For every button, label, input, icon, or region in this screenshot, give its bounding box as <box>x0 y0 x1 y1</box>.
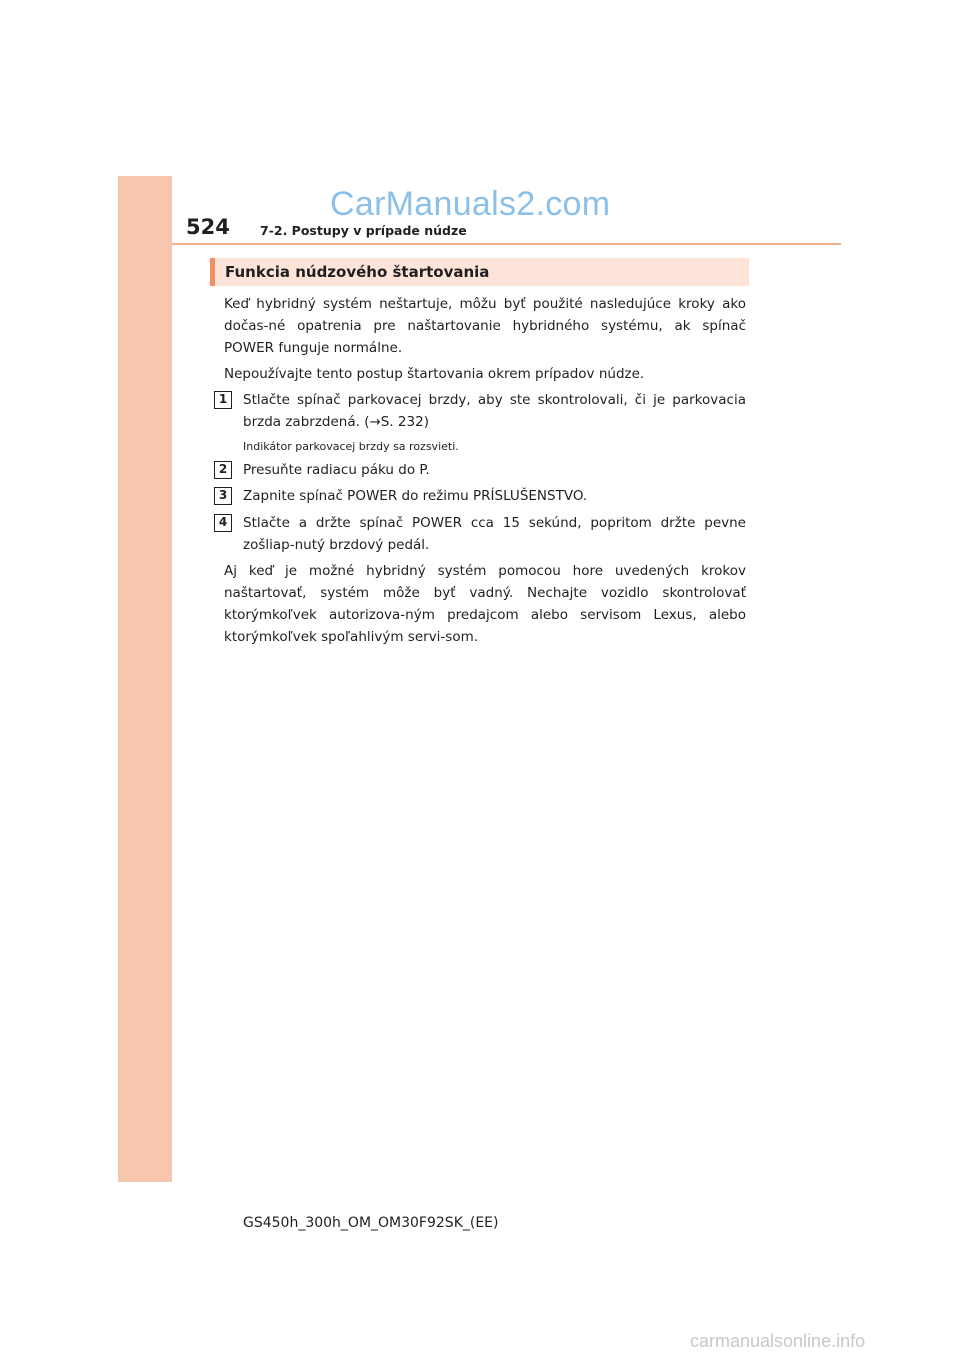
document-code-footer: GS450h_300h_OM_OM30F92SK_(EE) <box>243 1215 499 1231</box>
step-text-2: Presuňte radiacu páku do P. <box>243 462 430 478</box>
site-watermark: carmanualsonline.info <box>690 1331 866 1351</box>
step-number-4: 4 <box>214 514 232 532</box>
heading-bar <box>210 258 749 286</box>
step-number-1: 1 <box>214 391 232 409</box>
step-number-3: 3 <box>214 487 232 505</box>
header-rule <box>172 243 841 245</box>
side-color-band <box>118 176 172 1182</box>
step-text-3: Zapnite spínač POWER do režimu PRÍSLUŠENSTVO. <box>243 488 588 504</box>
section-heading: Funkcia núdzového štartovania <box>225 263 490 281</box>
watermark-logo: CarManuals2.com <box>330 185 611 223</box>
step-1-note: Indikátor parkovacej brzdy sa rozsvieti. <box>243 440 459 453</box>
step-text-4: Stlačte a držte spínač POWER cca 15 sekúnd, popritom držte pevne zošliap-nutý brzdový pedál. <box>243 515 746 553</box>
section-title: 7-2. Postupy v prípade núdze <box>260 223 467 238</box>
warning-paragraph: Nepoužívajte tento postup štartovania okrem prípadov núdze. <box>224 366 645 382</box>
intro-paragraph: Keď hybridný systém neštartuje, môžu byť použité nasledujúce kroky ako dočas-né opatrenia pre naštartovanie hybridného systému, ak spínač POWER funguje normálne. <box>224 296 746 356</box>
page-number: 524 <box>186 215 230 239</box>
step-number-2: 2 <box>214 461 232 479</box>
step-text-1: Stlačte spínač parkovacej brzdy, aby ste skontrolovali, či je parkovacia brzda zabrzdená. (→S. 232) <box>243 392 746 430</box>
closing-paragraph: Aj keď je možné hybridný systém pomocou hore uvedených krokov naštartovať, systém môže byť vadný. Nechajte vozidlo skontrolovať ktorýmkoľvek autorizova-ným predajcom alebo servisom Lexus, alebo ktorýmkoľvek spoľahlivým servi-som. <box>224 563 746 645</box>
